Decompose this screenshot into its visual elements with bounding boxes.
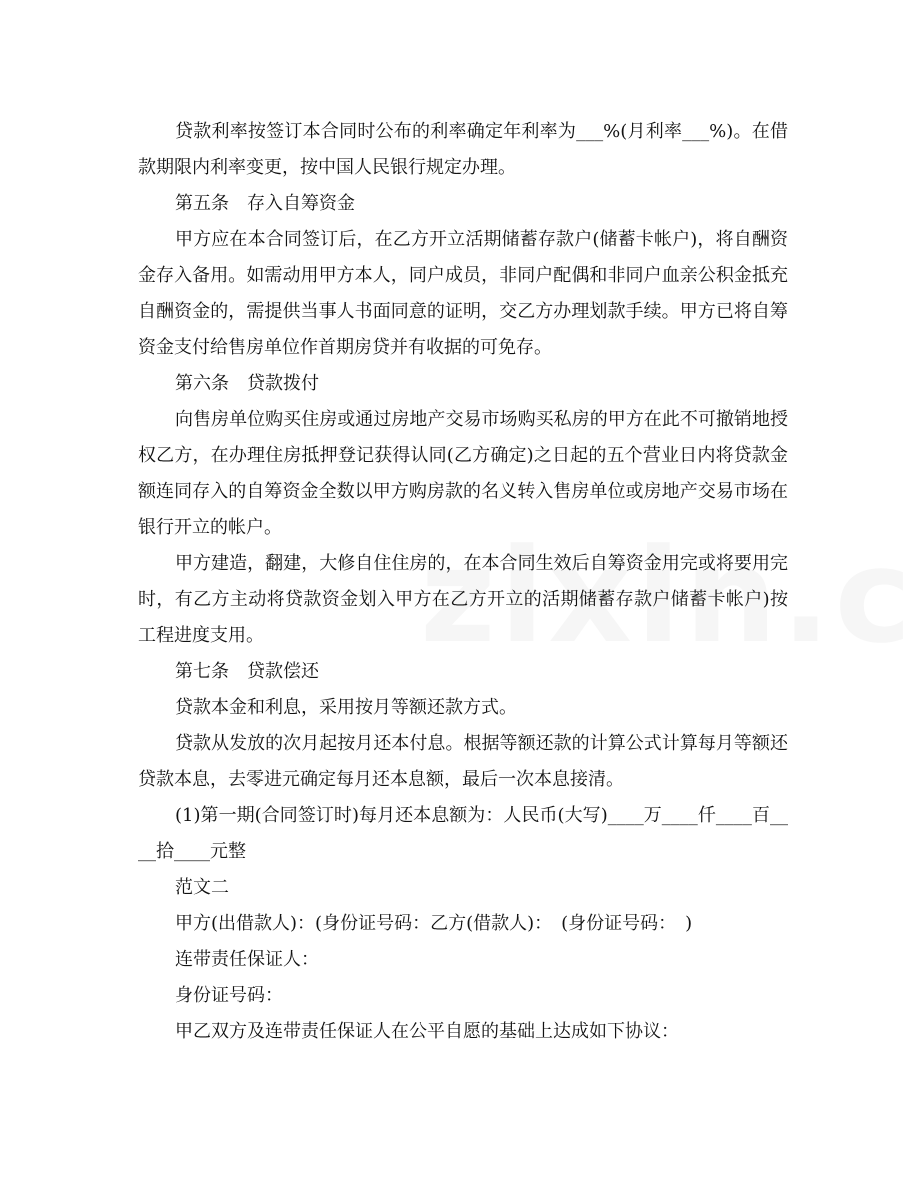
- paragraph-repayment-schedule: 贷款从发放的次月起按月还本付息。根据等额还款的计算公式计算每月等额还贷款本息，去零进元确定每月还本息额，最后一次本息接清。: [138, 733, 788, 790]
- paragraph-loan-disbursement: 向售房单位购买住房或通过房地产交易市场购买私房的甲方在此不可撤销地授权乙方，在办理住房抵押登记获得认同(乙方确定)之日起的五个营业日内将贷款金额连同存入的自筹资金全数以甲方购房款的名义转入售房单位或房地产交易市场在银行开立的帐户。: [138, 409, 788, 538]
- paragraph-agreement: 甲乙双方及连带责任保证人在公平自愿的基础上达成如下协议：: [175, 1021, 679, 1042]
- paragraph-self-funds: 甲方应在本合同签订后，在乙方开立活期储蓄存款户(储蓄卡帐户)，将自酬资金存入备用。如需动用甲方本人，同户成员，非同户配偶和非同户血亲公积金抵充自酬资金的，需提供当事人书面同意的证明，交乙方办理划款手续。甲方已将自筹资金支付给售房单位作首期房贷并有收据的可免存。: [138, 229, 788, 358]
- paragraph-construction: 甲方建造，翻建，大修自住住房的，在本合同生效后自筹资金用完或将要用完时，有乙方主动将贷款资金划入甲方在乙方开立的活期储蓄存款户储蓄卡帐户)按工程进度支用。: [138, 553, 788, 646]
- document-body: [138, 114, 788, 1050]
- heading-article-5: 第五条 存入自筹资金: [175, 193, 355, 214]
- paragraph-interest-rate: 贷款利率按签订本合同时公布的利率确定年利率为___%(月利率___%)。在借款期限内利率变更，按中国人民银行规定办理。: [138, 121, 788, 178]
- paragraph-guarantor: 连带责任保证人：: [175, 949, 319, 970]
- paragraph-id-number: 身份证号码：: [175, 985, 283, 1006]
- paragraph-repayment-method: 贷款本金和利息，采用按月等额还款方式。: [175, 697, 517, 718]
- heading-sample-2: 范文二: [175, 877, 229, 898]
- heading-article-6: 第六条 贷款拨付: [175, 373, 319, 394]
- paragraph-first-installment: (1)第一期(合同签订时)每月还本息额为：人民币(大写)____万____仟____百____拾____元整: [138, 805, 788, 862]
- paragraph-parties: 甲方(出借款人)：(身份证号码：乙方(借款人)： (身份证号码： ): [175, 913, 693, 934]
- heading-article-7: 第七条 贷款偿还: [175, 661, 319, 682]
